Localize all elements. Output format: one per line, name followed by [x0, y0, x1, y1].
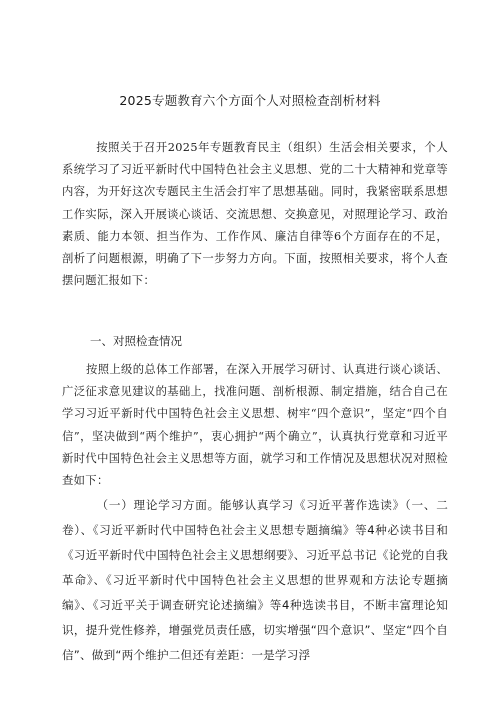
intro-paragraph — [62, 137, 448, 292]
section-body-text: 按照上级的总体工作部署，在深入开展学习研讨、认真进行谈心谈话、广泛征求意见建议的基础上，找准问题、剖析根源、制定措施，结合自己在学习习近平新时代中国特色社会主义思想、树牢“四个意识”，坚定“四个自信”，坚决做到“两个维护”，衷心拥护“两个确立”，认真执行党章和习近平新时代中国特色社会主义思想等方面，就学习和工作情况及思想状况对照检查如下： — [62, 363, 448, 488]
subsection-text: （一）理论学习方面。能够认真学习《习近平著作选读》（一、二卷）、《习近平新时代中国特色社会主义思想专题摘编》等4种必读书目和《习近平新时代中国特色社会主义思想纲要》、习近平总书记《论党的自我革命》、《习近平新时代中国特色社会主义思想的世界观和方法论专题摘编》、《习近平关于调查研究论述摘编》等4种选读书目，不断丰富理论知识，提升党性修养，增强党员责任感，切实增强“四个意识”、坚定“四个自信”、做到“两个维护二但还有差距：一是学习浮 — [62, 498, 448, 662]
section-body-paragraph — [62, 359, 448, 492]
subsection-paragraph — [62, 493, 448, 668]
document-title: 2025专题教育六个方面个人对照检查剖析材料 — [119, 93, 381, 108]
section-heading: 一、对照检查情况 — [90, 334, 182, 348]
intro-text: 按照关于召开2025年专题教育民主（组织）生活会相关要求，个人系统学习了习近平新时代中国特色社会主义思想、党的二十大精神和党章等内容，为开好这次专题民主生活会打牢了思想基础。同时，我紧密联系思想工作实际，深入开展谈心谈话、交流思想、交换意见，对照理论学习、政治素质、能力本领、担当作为、工作作风、廉洁自律等6个方面存在的不足，剖析了问题根源，明确了下一步努力方向。下面，按照相关要求，将个人查摆问题汇报如下： — [62, 141, 448, 288]
